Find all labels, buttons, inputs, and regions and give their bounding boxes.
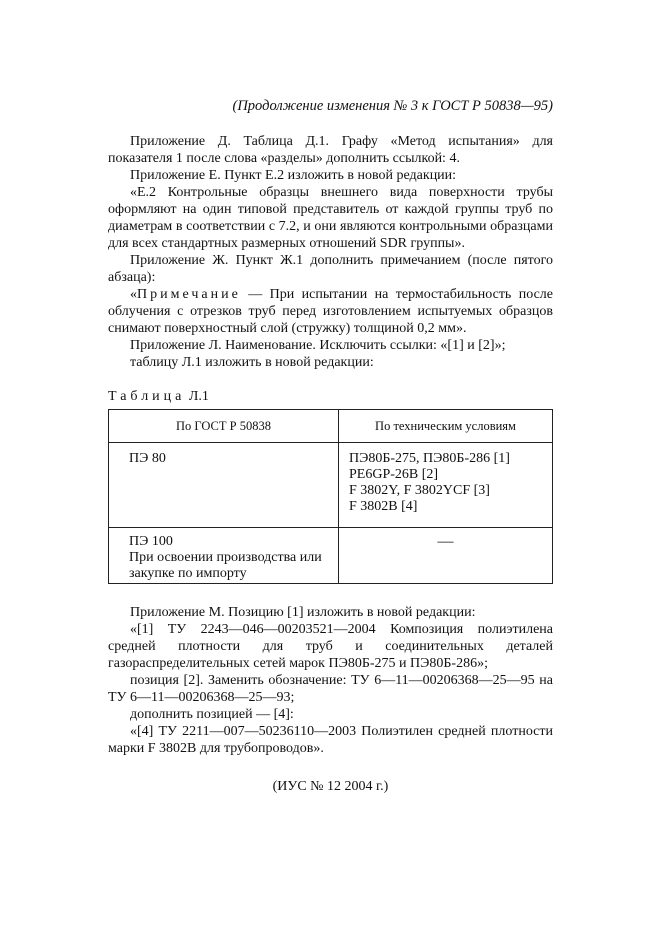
paragraph-table-intro: таблицу Л.1 изложить в новой редакции: <box>130 355 374 370</box>
cell-line: F 3802Y, F 3802YCF [3] <box>349 483 490 498</box>
section-after-table <box>108 604 553 757</box>
table-header-row <box>109 410 553 443</box>
table-cell-gost <box>109 528 339 584</box>
cell-line: ПЭ80Б-275, ПЭ80Б-286 [1] <box>349 451 510 466</box>
table-header-tu: По техническим условиям <box>339 410 553 443</box>
table-title-word: Таблица <box>108 389 186 404</box>
continuation-header: (Продолжение изменения № 3 к ГОСТ Р 50838—95) <box>232 98 553 114</box>
paragraph-ref-2: позиция [2]. Заменить обозначение: ТУ 6—11—00206368—25—95 на ТУ 6—11—00206368—25—93; <box>108 673 553 705</box>
paragraph-e2-text: «Е.2 Контрольные образцы внешнего вида поверхности трубы оформляют на один типовой представитель от каждой группы труб по диаметрам в соответствии с 7.2, и они являются контрольными образцами для всех стандартных размерных отношений SDR группы». <box>108 185 553 251</box>
cell-line: F 3802B [4] <box>349 499 418 514</box>
paragraph-note <box>108 286 553 337</box>
table-header-gost: По ГОСТ Р 50838 <box>109 410 339 443</box>
cell-line: При освоении производства или <box>129 550 322 565</box>
cell-line: ПЭ 100 <box>129 534 173 549</box>
cell-dash: — <box>437 533 454 550</box>
table-title-number: Л.1 <box>188 389 209 404</box>
note-text: — При испытании на термостабильность после облучения с отрезков труб перед изготовлением испытуемых образцов снимают поверхностный слой (стружку) толщиной 0,2 мм». <box>108 287 553 336</box>
table-row <box>109 528 553 584</box>
table-row <box>109 443 553 528</box>
document-page <box>108 98 553 809</box>
paragraph-appendix-d: Приложение Д. Таблица Д.1. Графу «Метод испытания» для показателя 1 после слова «разделы» дополнить ссылкой: 4. <box>108 134 553 166</box>
table-cell-tu <box>339 443 553 528</box>
paragraph-appendix-l: Приложение Л. Наименование. Исключить ссылки: «[1] и [2]»; <box>130 338 506 353</box>
ius-reference: (ИУС № 12 2004 г.) <box>272 779 389 794</box>
cell-line: PE6GP-26B [2] <box>349 467 439 482</box>
paragraph-add-ref-4: дополнить позицией — [4]: <box>130 707 294 722</box>
note-label: Примечание <box>137 287 241 302</box>
paragraph-appendix-e: Приложение Е. Пункт Е.2 изложить в новой редакции: <box>130 168 457 183</box>
table-title <box>108 389 553 405</box>
table-l1 <box>108 409 553 584</box>
table-cell-tu <box>339 528 553 584</box>
note-quote-open: « <box>130 287 137 302</box>
paragraph-ref-4: «[4] ТУ 2211—007—50236110—2003 Полиэтилен средней плотности марки F 3802B для трубопроводов». <box>108 724 553 756</box>
paragraph-appendix-zh: Приложение Ж. Пункт Ж.1 дополнить примечанием (после пятого абзаца): <box>108 253 553 285</box>
cell-line: закупке по импорту <box>129 566 247 581</box>
table-cell-gost <box>109 443 339 528</box>
cell-line: ПЭ 80 <box>129 451 166 466</box>
paragraph-ref-1: «[1] ТУ 2243—046—00203521—2004 Композиция полиэтилена средней плотности для труб и соединительных деталей газораспределительных сетей марок ПЭ80Б-275 и ПЭ80Б-286»; <box>108 622 553 671</box>
paragraph-appendix-m: Приложение М. Позицию [1] изложить в новой редакции: <box>130 605 476 620</box>
